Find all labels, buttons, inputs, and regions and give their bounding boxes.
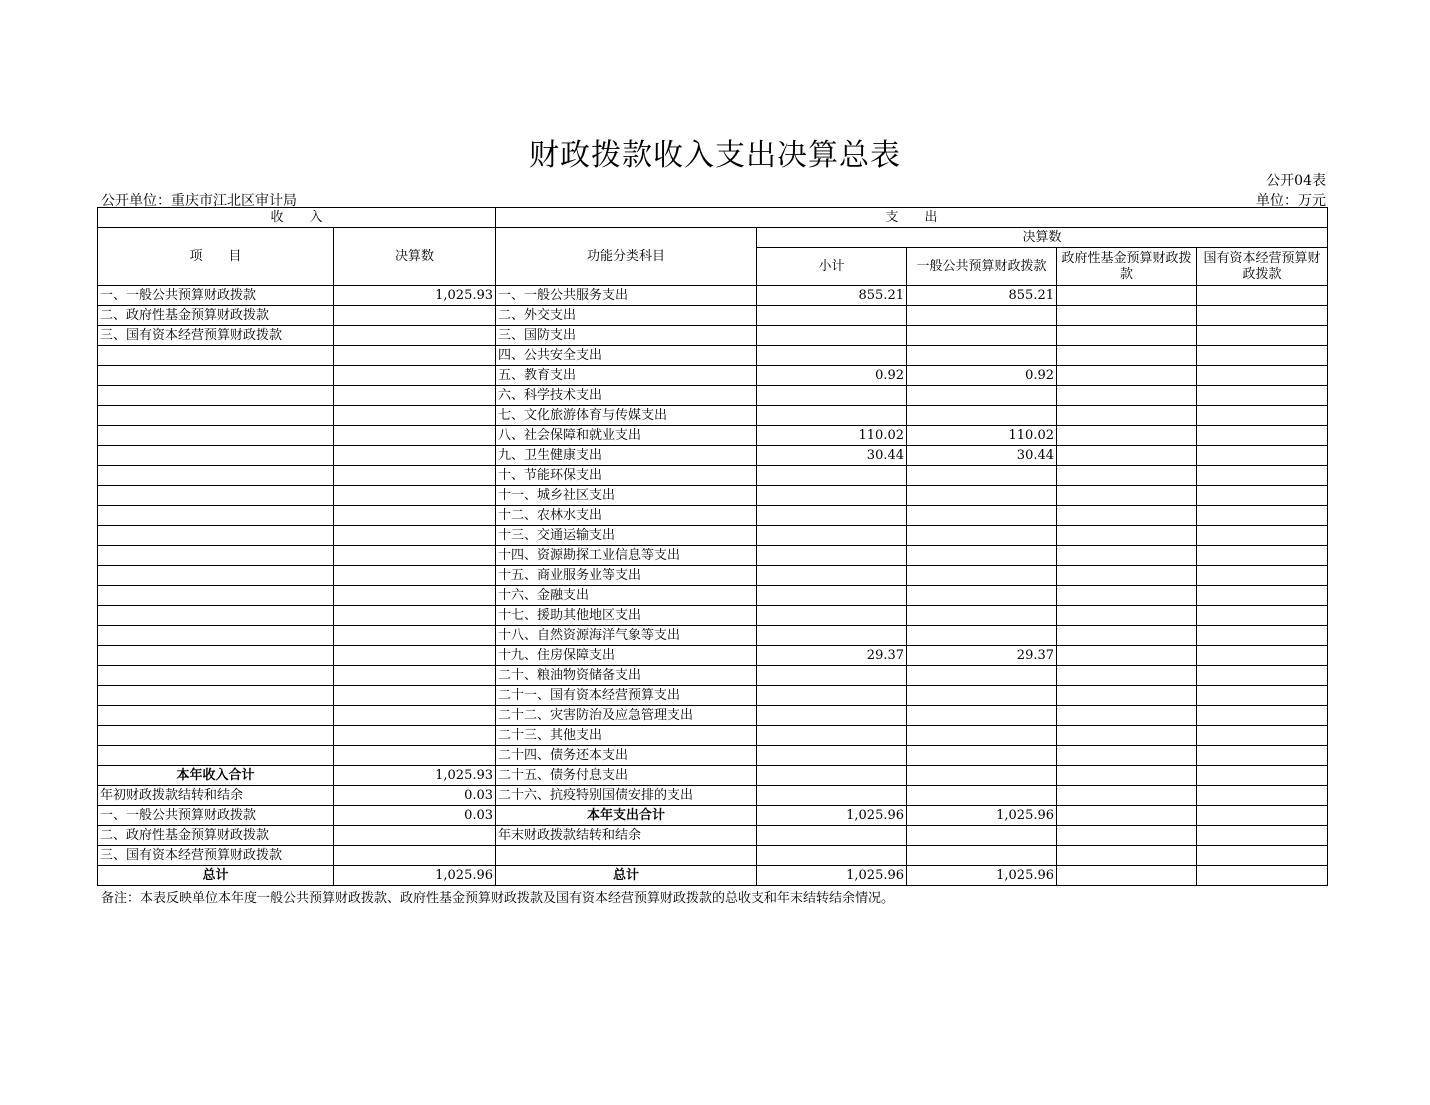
table-row xyxy=(98,586,1328,606)
expense-subtotal xyxy=(757,746,907,766)
table-row xyxy=(98,526,1328,546)
expense-capital xyxy=(1197,466,1328,486)
income-amount xyxy=(334,366,496,386)
income-item xyxy=(98,566,334,586)
final-amount-group-header: 决算数 xyxy=(757,228,1328,248)
table-row xyxy=(98,306,1328,326)
income-item xyxy=(98,446,334,466)
footnote: 备注：本表反映单位本年度一般公共预算财政拨款、政府性基金预算财政拨款及国有资本经营预算财政拨款的总收支和年末结转结余情况。 xyxy=(101,891,895,906)
expense-group-header: 支 出 xyxy=(496,208,1328,228)
expense-fund xyxy=(1057,606,1197,626)
income-amount xyxy=(334,566,496,586)
expense-item: 五、教育支出 xyxy=(496,366,757,386)
expense-subtotal xyxy=(757,726,907,746)
income-item xyxy=(98,666,334,686)
expense-item: 十二、农林水支出 xyxy=(496,506,757,526)
expense-item: 十六、金融支出 xyxy=(496,586,757,606)
income-amount xyxy=(334,466,496,486)
income-item xyxy=(98,486,334,506)
expense-general xyxy=(907,726,1057,746)
income-item xyxy=(98,346,334,366)
expense-fund xyxy=(1057,526,1197,546)
carry-general-label: 一、一般公共预算财政拨款 xyxy=(98,806,334,826)
expense-general: 855.21 xyxy=(907,286,1057,306)
table-row xyxy=(98,386,1328,406)
expense-subtotal xyxy=(757,386,907,406)
grand-total-general: 1,025.96 xyxy=(907,866,1057,886)
expense-fund xyxy=(1057,286,1197,306)
expense-general xyxy=(907,406,1057,426)
expense-subtotal xyxy=(757,346,907,366)
income-item xyxy=(98,506,334,526)
expense-capital xyxy=(1197,726,1328,746)
income-item xyxy=(98,386,334,406)
item-header: 项 目 xyxy=(98,228,334,286)
expense-general xyxy=(907,326,1057,346)
income-item xyxy=(98,746,334,766)
grand-total-income-label: 总计 xyxy=(98,866,334,886)
expense-item: 十三、交通运输支出 xyxy=(496,526,757,546)
income-group-header: 收 入 xyxy=(98,208,496,228)
expense-capital xyxy=(1197,346,1328,366)
expense-fund xyxy=(1057,746,1197,766)
expense-fund xyxy=(1057,566,1197,586)
income-amount xyxy=(334,606,496,626)
expense-capital xyxy=(1197,626,1328,646)
expense-item: 六、科学技术支出 xyxy=(496,386,757,406)
table-row xyxy=(98,786,1328,806)
expense-subtotal xyxy=(757,326,907,346)
expense-fund xyxy=(1057,346,1197,366)
income-item xyxy=(98,626,334,646)
expense-fund xyxy=(1057,586,1197,606)
expense-total-subtotal: 1,025.96 xyxy=(757,806,907,826)
table-row xyxy=(98,846,1328,866)
expense-item: 十、节能环保支出 xyxy=(496,466,757,486)
appropriation-summary-table xyxy=(97,207,1328,886)
expense-general xyxy=(907,566,1057,586)
income-item xyxy=(98,426,334,446)
expense-item: 二十六、抗疫特别国债安排的支出 xyxy=(496,786,757,806)
expense-capital xyxy=(1197,326,1328,346)
expense-general: 29.37 xyxy=(907,646,1057,666)
expense-general xyxy=(907,346,1057,366)
expense-fund xyxy=(1057,326,1197,346)
expense-capital xyxy=(1197,546,1328,566)
expense-general xyxy=(907,606,1057,626)
table-row xyxy=(98,666,1328,686)
income-amount xyxy=(334,706,496,726)
income-amount xyxy=(334,666,496,686)
income-amount: 1,025.93 xyxy=(334,286,496,306)
expense-capital xyxy=(1197,486,1328,506)
table-row xyxy=(98,366,1328,386)
income-amount xyxy=(334,686,496,706)
expense-fund xyxy=(1057,426,1197,446)
carryover-amount: 0.03 xyxy=(334,786,496,806)
expense-item: 十一、城乡社区支出 xyxy=(496,486,757,506)
income-amount xyxy=(334,746,496,766)
state-capital-header: 国有资本经营预算财政拨款 xyxy=(1197,248,1328,286)
income-item xyxy=(98,366,334,386)
table-row xyxy=(98,706,1328,726)
gov-fund-header: 政府性基金预算财政拨款 xyxy=(1057,248,1197,286)
expense-capital xyxy=(1197,506,1328,526)
expense-fund xyxy=(1057,446,1197,466)
table-row xyxy=(98,826,1328,846)
income-amount xyxy=(334,726,496,746)
grand-total-expense-label: 总计 xyxy=(496,866,757,886)
income-amount xyxy=(334,526,496,546)
expense-subtotal xyxy=(757,606,907,626)
table-row xyxy=(98,286,1328,306)
table-row xyxy=(98,746,1328,766)
income-item xyxy=(98,706,334,726)
table-row xyxy=(98,426,1328,446)
expense-subtotal: 855.21 xyxy=(757,286,907,306)
carry-fund-label: 二、政府性基金预算财政拨款 xyxy=(98,826,334,846)
expense-fund xyxy=(1057,646,1197,666)
expense-capital xyxy=(1197,686,1328,706)
income-item xyxy=(98,406,334,426)
income-item xyxy=(98,606,334,626)
income-item xyxy=(98,646,334,666)
expense-subtotal xyxy=(757,306,907,326)
page-title: 财政拨款收入支出决算总表 xyxy=(529,138,901,173)
expense-capital xyxy=(1197,306,1328,326)
income-total-label: 本年收入合计 xyxy=(98,766,334,786)
expense-subtotal xyxy=(757,506,907,526)
table-row xyxy=(98,326,1328,346)
expense-item: 二十二、灾害防治及应急管理支出 xyxy=(496,706,757,726)
expense-subtotal xyxy=(757,526,907,546)
table-row xyxy=(98,646,1328,666)
income-amount xyxy=(334,346,496,366)
table-code: 公开04表 xyxy=(1266,173,1326,189)
expense-fund xyxy=(1057,706,1197,726)
expense-item: 十八、自然资源海洋气象等支出 xyxy=(496,626,757,646)
expense-subtotal xyxy=(757,706,907,726)
expense-fund xyxy=(1057,306,1197,326)
expense-item: 十九、住房保障支出 xyxy=(496,646,757,666)
expense-capital xyxy=(1197,366,1328,386)
expense-subtotal xyxy=(757,686,907,706)
expense-fund xyxy=(1057,686,1197,706)
expense-capital xyxy=(1197,566,1328,586)
expense-subtotal: 30.44 xyxy=(757,446,907,466)
expense-general xyxy=(907,706,1057,726)
expense-item: 二、外交支出 xyxy=(496,306,757,326)
expense-capital xyxy=(1197,426,1328,446)
income-item: 二、政府性基金预算财政拨款 xyxy=(98,306,334,326)
expense-general xyxy=(907,686,1057,706)
grand-total-income-amount: 1,025.96 xyxy=(334,866,496,886)
table-row xyxy=(98,626,1328,646)
expense-general xyxy=(907,486,1057,506)
expense-capital xyxy=(1197,586,1328,606)
income-amount xyxy=(334,626,496,646)
table-row xyxy=(98,546,1328,566)
expense-subtotal xyxy=(757,486,907,506)
table-row xyxy=(98,406,1328,426)
reporting-unit: 公开单位：重庆市江北区审计局 xyxy=(101,193,297,209)
expense-item: 三、国防支出 xyxy=(496,326,757,346)
expense-general: 110.02 xyxy=(907,426,1057,446)
expense-subtotal xyxy=(757,666,907,686)
expense-fund xyxy=(1057,466,1197,486)
expense-subtotal xyxy=(757,466,907,486)
table-row xyxy=(98,766,1328,786)
expense-capital xyxy=(1197,386,1328,406)
income-item: 三、国有资本经营预算财政拨款 xyxy=(98,326,334,346)
expense-general xyxy=(907,466,1057,486)
income-item xyxy=(98,526,334,546)
expense-general xyxy=(907,546,1057,566)
expense-general xyxy=(907,666,1057,686)
table-row xyxy=(98,686,1328,706)
subtotal-header: 小计 xyxy=(757,248,907,286)
table-row xyxy=(98,566,1328,586)
income-item xyxy=(98,546,334,566)
income-amount xyxy=(334,426,496,446)
expense-subtotal xyxy=(757,546,907,566)
expense-fund xyxy=(1057,386,1197,406)
table-row xyxy=(98,466,1328,486)
expense-subtotal xyxy=(757,586,907,606)
table-row xyxy=(98,606,1328,626)
expense-fund xyxy=(1057,486,1197,506)
income-amount xyxy=(334,406,496,426)
expense-general xyxy=(907,586,1057,606)
expense-capital xyxy=(1197,646,1328,666)
expense-subtotal: 0.92 xyxy=(757,366,907,386)
expense-capital xyxy=(1197,666,1328,686)
expense-item: 十五、商业服务业等支出 xyxy=(496,566,757,586)
function-category-header: 功能分类科目 xyxy=(496,228,757,286)
expense-general xyxy=(907,506,1057,526)
expense-capital xyxy=(1197,406,1328,426)
expense-fund xyxy=(1057,726,1197,746)
expense-subtotal: 110.02 xyxy=(757,426,907,446)
expense-total-general: 1,025.96 xyxy=(907,806,1057,826)
table-row xyxy=(98,506,1328,526)
expense-item: 十四、资源勘探工业信息等支出 xyxy=(496,546,757,566)
income-total-amount: 1,025.93 xyxy=(334,766,496,786)
expense-item: 八、社会保障和就业支出 xyxy=(496,426,757,446)
income-amount xyxy=(334,546,496,566)
expense-item: 一、一般公共服务支出 xyxy=(496,286,757,306)
table-row xyxy=(98,346,1328,366)
expense-item: 二十一、国有资本经营预算支出 xyxy=(496,686,757,706)
expense-capital xyxy=(1197,706,1328,726)
expense-item: 九、卫生健康支出 xyxy=(496,446,757,466)
expense-total-label: 本年支出合计 xyxy=(496,806,757,826)
carryover-label: 年初财政拨款结转和结余 xyxy=(98,786,334,806)
expense-capital xyxy=(1197,746,1328,766)
expense-fund xyxy=(1057,666,1197,686)
expense-item: 十七、援助其他地区支出 xyxy=(496,606,757,626)
table-row xyxy=(98,866,1328,886)
expense-subtotal xyxy=(757,626,907,646)
income-item xyxy=(98,586,334,606)
expense-capital xyxy=(1197,446,1328,466)
expense-item: 二十、粮油物资储备支出 xyxy=(496,666,757,686)
expense-capital xyxy=(1197,286,1328,306)
income-amount xyxy=(334,586,496,606)
income-item xyxy=(98,466,334,486)
expense-subtotal xyxy=(757,406,907,426)
expense-general xyxy=(907,746,1057,766)
expense-general xyxy=(907,626,1057,646)
carry-general-amount: 0.03 xyxy=(334,806,496,826)
expense-item: 四、公共安全支出 xyxy=(496,346,757,366)
expense-item: 二十五、债务付息支出 xyxy=(496,766,757,786)
expense-fund xyxy=(1057,406,1197,426)
income-amount xyxy=(334,446,496,466)
expense-item: 七、文化旅游体育与传媒支出 xyxy=(496,406,757,426)
expense-general xyxy=(907,386,1057,406)
final-amount-header: 决算数 xyxy=(334,228,496,286)
year-end-carryover-label: 年末财政拨款结转和结余 xyxy=(496,826,757,846)
expense-general xyxy=(907,526,1057,546)
income-amount xyxy=(334,646,496,666)
expense-fund xyxy=(1057,546,1197,566)
currency-unit: 单位：万元 xyxy=(1256,193,1326,209)
expense-general xyxy=(907,306,1057,326)
income-item xyxy=(98,686,334,706)
income-item xyxy=(98,726,334,746)
table-row xyxy=(98,726,1328,746)
income-amount xyxy=(334,506,496,526)
income-item: 一、一般公共预算财政拨款 xyxy=(98,286,334,306)
expense-fund xyxy=(1057,626,1197,646)
expense-general: 30.44 xyxy=(907,446,1057,466)
expense-subtotal: 29.37 xyxy=(757,646,907,666)
table-row xyxy=(98,446,1328,466)
general-public-header: 一般公共预算财政拨款 xyxy=(907,248,1057,286)
income-amount xyxy=(334,326,496,346)
income-amount xyxy=(334,386,496,406)
expense-item: 二十三、其他支出 xyxy=(496,726,757,746)
expense-subtotal xyxy=(757,566,907,586)
carry-capital-label: 三、国有资本经营预算财政拨款 xyxy=(98,846,334,866)
expense-fund xyxy=(1057,366,1197,386)
grand-total-subtotal: 1,025.96 xyxy=(757,866,907,886)
expense-item: 二十四、债务还本支出 xyxy=(496,746,757,766)
expense-capital xyxy=(1197,526,1328,546)
table-row xyxy=(98,806,1328,826)
expense-capital xyxy=(1197,606,1328,626)
income-amount xyxy=(334,306,496,326)
income-amount xyxy=(334,486,496,506)
expense-general: 0.92 xyxy=(907,366,1057,386)
expense-fund xyxy=(1057,506,1197,526)
table-row xyxy=(98,486,1328,506)
